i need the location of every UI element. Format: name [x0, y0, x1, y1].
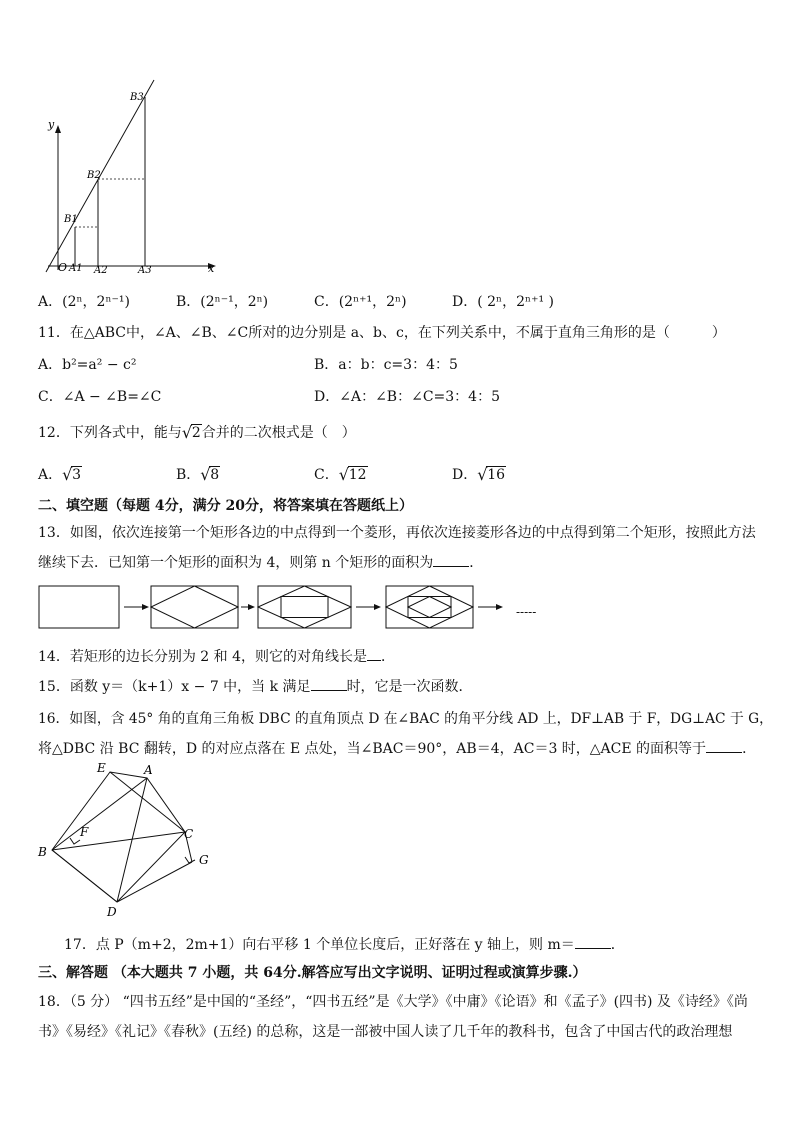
q15-answer-blank	[311, 676, 347, 691]
graph-x-label: x	[208, 262, 215, 275]
graph-b3-label: B3	[130, 92, 144, 103]
graph-a1-label: A1	[69, 263, 83, 274]
q16-label-b: B	[38, 845, 47, 859]
q13-answer-blank	[433, 552, 469, 567]
q12-option-b: B．√ 8	[176, 464, 220, 484]
q12-option-a: A．√ 3	[38, 464, 82, 484]
q13-line1: 13．如图，依次连接第一个矩形各边的中点得到一个菱形，再依次连接菱形各边的中点得到第二个矩形，按照此方法	[38, 525, 756, 541]
q16-label-c: C	[184, 827, 194, 841]
q13-figure	[36, 584, 556, 632]
q10-option-a: A．(2ⁿ，2ⁿ⁻¹)	[38, 294, 130, 310]
q16-line1: 16．如图，含 45° 角的直角三角板 DBC 的直角顶点 D 在∠BAC 的角平分线 AD 上，DF⊥AB 于 F，DG⊥AC 于 G，	[38, 711, 773, 727]
q16-figure	[34, 760, 219, 920]
q10-option-d: D．( 2ⁿ，2ⁿ⁺¹ )	[452, 294, 554, 310]
graph-y-label: y	[48, 118, 55, 131]
q12-stem-pre: 12．下列各式中，能与	[38, 425, 182, 441]
graph-b2-label: B2	[87, 170, 101, 181]
q11-option-b: B．a：b：c=3：4：5	[314, 357, 458, 373]
q12-option-c: C．√ 12	[314, 464, 368, 484]
q11-option-c: C．∠A − ∠B=∠C	[38, 389, 162, 405]
q11-option-a: A．b²=a² − c²	[38, 357, 137, 373]
q16-label-g: G	[199, 853, 209, 867]
q16-label-e: E	[97, 761, 106, 775]
q17-text: 17．点 P（m+2，2m+1）向右平移 1 个单位长度后，正好落在 y 轴上，则 m＝ ．	[64, 934, 625, 954]
q16-line2: 将△DBC 沿 BC 翻转，D 的对应点落在 E 点处，当∠BAC＝90°，AB＝4，AC＝3 时，△ACE 的面积等于 ．	[38, 738, 756, 758]
q17-answer-blank	[575, 934, 611, 949]
q10-option-b: B．(2ⁿ⁻¹，2ⁿ)	[176, 294, 269, 310]
graph-origin-label: O	[58, 261, 68, 274]
q13-line2: 继续下去．已知第一个矩形的面积为 4，则第 n 个矩形的面积为 ．	[38, 552, 483, 572]
q15-text: 15．函数 y＝（k+1）x − 7 中，当 k 满足 时，它是一次函数．	[38, 676, 473, 696]
q18-line1: 18．（5 分） “四书五经”是中国的“圣经”，“四书五经”是《大学》《中庸》《论语》和《孟子》(四书) 及《诗经》《尚	[38, 994, 748, 1010]
q11-option-d: D．∠A：∠B：∠C=3：4：5	[314, 389, 500, 405]
q12-stem	[38, 422, 356, 442]
q14-answer-blank	[367, 646, 381, 661]
q14-text: 14．若矩形的边长分别为 2 和 4，则它的对角线长是 ．	[38, 646, 395, 666]
q11-stem: 11．在△ABC中，∠A、∠B、∠C所对的边分别是 a、b、c，在下列关系中，不属于直角三角形的是（ ）	[38, 325, 726, 341]
graph-a3-label: A3	[138, 265, 152, 276]
q16-answer-blank	[706, 738, 742, 753]
section3-title: 三、解答题 （本大题共 7 小题，共 64分.解答应写出文字说明、证明过程或演算步骤.）	[38, 965, 587, 981]
q18-line2: 书》《易经》《礼记》《春秋》(五经) 的总称，这是一部被中国人读了几千年的教科书，包含了中国古代的政治理想	[38, 1024, 733, 1040]
q10-graph	[30, 70, 230, 280]
q16-label-d: D	[107, 905, 117, 919]
graph-b1-label: B1	[64, 214, 78, 225]
q12-option-d: D．√ 16	[452, 464, 506, 484]
q10-option-c: C．(2ⁿ⁺¹，2ⁿ)	[314, 294, 407, 310]
q16-label-a: A	[144, 763, 153, 777]
section2-title: 二、填空题（每题 4分，满分 20分，将答案填在答题纸上）	[38, 498, 413, 514]
q12-stem-radical: √ 2	[182, 425, 202, 441]
q12-stem-post: 合并的二次根式是（ ）	[201, 425, 356, 441]
graph-a2-label: A2	[94, 265, 108, 276]
q13-figure-dashes: -----	[516, 605, 537, 619]
q16-label-f: F	[80, 825, 89, 839]
